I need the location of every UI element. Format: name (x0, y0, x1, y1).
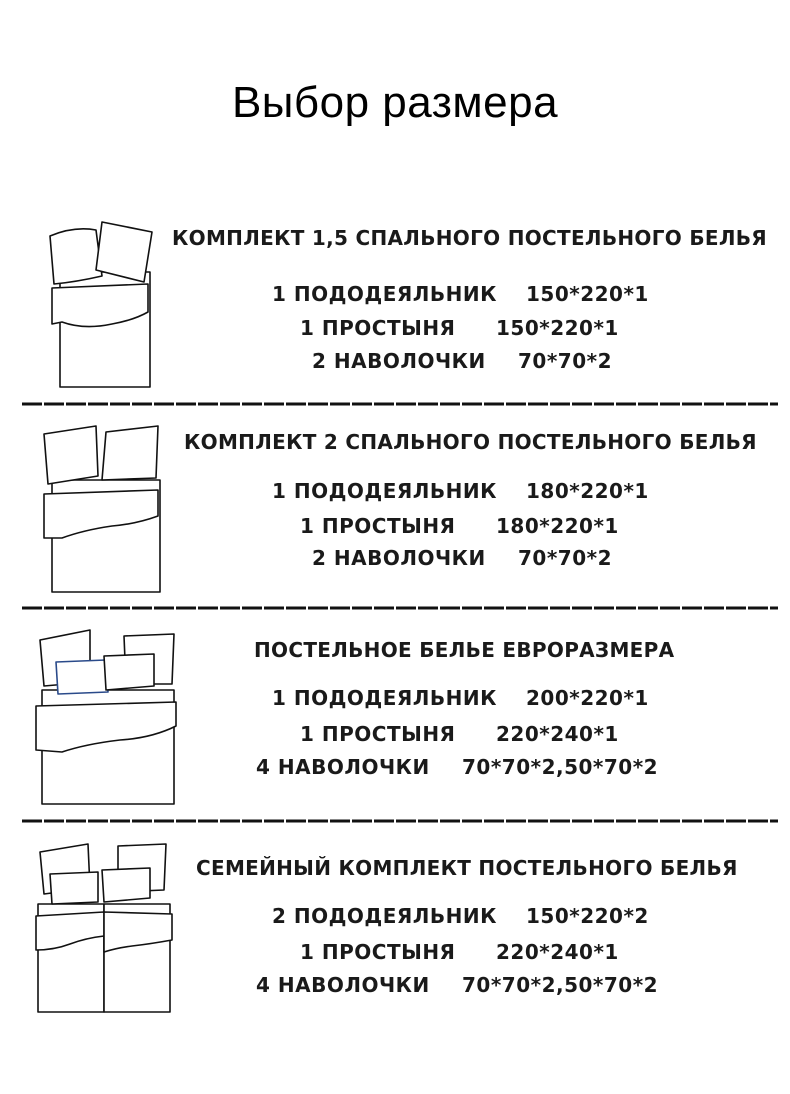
section-title: КОМПЛЕКТ 2 СПАЛЬНОГО ПОСТЕЛЬНОГО БЕЛЬЯ (184, 430, 757, 454)
row-size: 70*70*2,50*70*2 (462, 755, 659, 779)
row-item: 1 ПРОСТЫНЯ (300, 514, 456, 538)
double-bed-icon (40, 420, 164, 596)
row-size: 150*220*2 (526, 904, 649, 928)
row-pillowcases (312, 546, 612, 570)
row-item: 1 ПРОСТЫНЯ (300, 316, 456, 340)
single-bed-icon (44, 212, 156, 390)
section-title: СЕМЕЙНЫЙ КОМПЛЕКТ ПОСТЕЛЬНОГО БЕЛЬЯ (196, 856, 738, 880)
row-duvet-cover (272, 479, 649, 503)
row-size: 180*220*1 (526, 479, 649, 503)
row-item: 2 ПОДОДЕЯЛЬНИК (272, 904, 497, 928)
section-divider (22, 401, 778, 407)
row-duvet-cover (272, 686, 649, 710)
row-size: 70*70*2 (518, 349, 612, 373)
section-title: ПОСТЕЛЬНОЕ БЕЛЬЕ ЕВРОРАЗМЕРА (254, 638, 675, 662)
row-size: 70*70*2 (518, 546, 612, 570)
euro-bed-icon (34, 626, 180, 808)
row-item: 2 НАВОЛОЧКИ (312, 349, 486, 373)
section-title: КОМПЛЕКТ 1,5 СПАЛЬНОГО ПОСТЕЛЬНОГО БЕЛЬЯ (172, 226, 767, 250)
row-size: 70*70*2,50*70*2 (462, 973, 659, 997)
row-pillowcases (312, 349, 612, 373)
row-item: 1 ПОДОДЕЯЛЬНИК (272, 479, 497, 503)
row-size: 200*220*1 (526, 686, 649, 710)
row-item: 4 НАВОЛОЧКИ (256, 973, 430, 997)
row-item: 1 ПРОСТЫНЯ (300, 722, 456, 746)
row-item: 2 НАВОЛОЧКИ (312, 546, 486, 570)
row-item: 1 ПОДОДЕЯЛЬНИК (272, 282, 497, 306)
row-duvet-cover (272, 282, 649, 306)
row-sheet (300, 722, 619, 746)
row-item: 1 ПОДОДЕЯЛЬНИК (272, 686, 497, 710)
row-size: 220*240*1 (496, 940, 619, 964)
row-size: 150*220*1 (526, 282, 649, 306)
row-size: 220*240*1 (496, 722, 619, 746)
row-duvet-cover (272, 904, 649, 928)
row-sheet (300, 514, 619, 538)
row-pillowcases (256, 755, 659, 779)
row-size: 180*220*1 (496, 514, 619, 538)
section-divider (22, 605, 778, 611)
page-title: Выбор размера (231, 78, 559, 127)
row-item: 4 НАВОЛОЧКИ (256, 755, 430, 779)
section-divider (22, 818, 778, 824)
family-bed-icon (34, 840, 174, 1016)
row-pillowcases (256, 973, 659, 997)
row-sheet (300, 940, 619, 964)
row-item: 1 ПРОСТЫНЯ (300, 940, 456, 964)
row-sheet (300, 316, 619, 340)
row-size: 150*220*1 (496, 316, 619, 340)
